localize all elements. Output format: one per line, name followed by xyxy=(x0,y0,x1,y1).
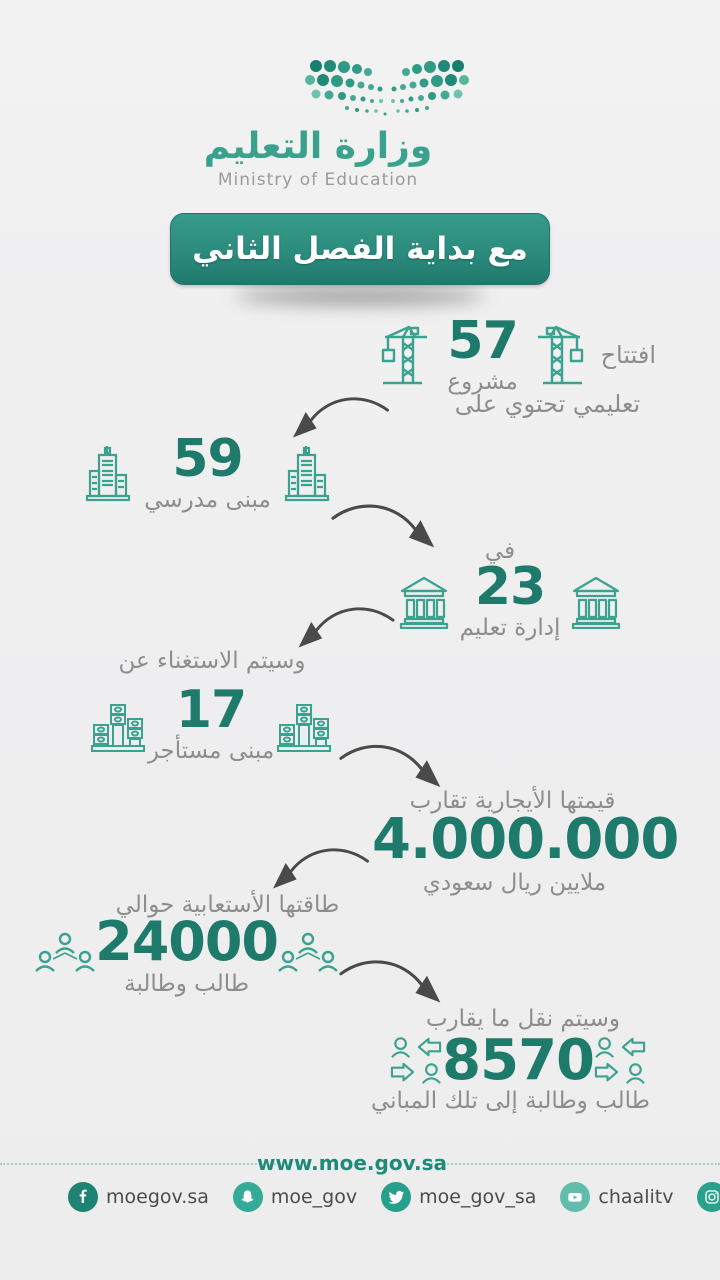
stat-rented-prefix: وسيتم الاستغناء عن xyxy=(118,648,306,674)
stat-projects xyxy=(380,311,656,395)
stat-projects-prefix: افتتاح xyxy=(600,341,656,369)
snapchat-icon xyxy=(233,1182,263,1212)
stat-projects-unit: مشروع xyxy=(447,369,518,395)
footer-rule-left xyxy=(0,1163,276,1165)
stat-school-buildings-unit: مبنى مدرسي xyxy=(144,487,271,513)
rented-building-icon xyxy=(90,695,146,753)
stat-capacity-prefix: طاقتها الأستعابية حوالي xyxy=(115,892,340,918)
website-link xyxy=(257,1151,447,1175)
banner-title: مع بداية الفصل الثاني xyxy=(192,231,528,267)
stat-departments-value-block xyxy=(459,557,561,641)
school-building-icon xyxy=(284,444,330,502)
footer-rule-right xyxy=(428,1163,720,1165)
social-youtube xyxy=(560,1182,673,1212)
stat-rental-value: 4.000.000 xyxy=(372,807,679,872)
ministry-logo-dots-icon xyxy=(302,56,472,122)
social-snapchat xyxy=(233,1182,357,1212)
social-youtube-handle: chaalitv xyxy=(598,1186,674,1208)
social-twitter xyxy=(381,1182,536,1212)
stat-rental-value-unit: ملايين ريال سعودي xyxy=(422,870,607,896)
stat-projects-value: 57 xyxy=(447,311,518,371)
facebook-icon xyxy=(68,1182,98,1212)
stat-departments-value: 23 xyxy=(474,557,546,617)
stat-transfer xyxy=(396,1030,646,1092)
student-transfer-icon xyxy=(594,1033,646,1089)
title-banner xyxy=(170,213,550,285)
education-department-icon xyxy=(570,573,622,629)
stat-capacity-value: 24000 xyxy=(95,910,278,973)
school-building-icon xyxy=(85,444,131,502)
stat-rented-value: 17 xyxy=(175,680,247,740)
stat-departments xyxy=(398,557,622,641)
crane-icon xyxy=(380,324,432,386)
stat-rental-value-prefix: قيمتها الأيجارية تقارب xyxy=(409,788,616,814)
social-snapchat-handle: moe_gov xyxy=(270,1186,358,1208)
stat-departments-prefix: في xyxy=(484,538,516,564)
arrow-down-right-icon xyxy=(330,498,442,553)
crane-icon xyxy=(533,324,585,386)
stat-transfer-value: 8570 xyxy=(442,1028,594,1093)
stat-projects-suffix: تعليمي تحتوي على xyxy=(454,390,641,418)
rented-building-icon xyxy=(276,695,332,753)
social-facebook xyxy=(68,1182,209,1212)
stat-rented-unit: مبنى مستأجر xyxy=(147,738,275,764)
stat-school-buildings-value-block xyxy=(144,429,271,513)
arrow-down-left-icon xyxy=(263,843,373,893)
stat-school-buildings xyxy=(85,429,330,513)
stat-transfer-unit: طالب وطالبة إلى تلك المباني xyxy=(370,1088,650,1114)
stat-departments-unit: إدارة تعليم xyxy=(459,615,561,641)
stat-capacity-value-block xyxy=(95,910,278,997)
education-department-icon xyxy=(398,573,450,629)
social-facebook-handle: moegov.sa xyxy=(106,1186,209,1208)
instagram-icon xyxy=(697,1182,720,1212)
ministry-subtitle: Ministry of Education xyxy=(217,170,419,190)
arrow-down-left-icon xyxy=(282,392,394,442)
stat-capacity xyxy=(68,910,338,997)
arrow-down-right-icon xyxy=(338,952,448,1010)
stat-rented-buildings xyxy=(90,680,332,764)
stat-school-buildings-value: 59 xyxy=(172,429,243,489)
website-url: www.moe.gov.sa xyxy=(257,1151,447,1175)
stat-rented-value-block xyxy=(147,680,275,764)
social-media-row xyxy=(68,1182,720,1212)
arrow-down-right-icon xyxy=(338,738,448,793)
social-twitter-handle: moe_gov_sa xyxy=(419,1186,537,1208)
stat-projects-value-block xyxy=(447,311,518,395)
student-transfer-icon xyxy=(390,1033,442,1089)
social-instagram xyxy=(697,1182,720,1212)
arrow-down-left-icon xyxy=(286,602,401,652)
youtube-icon xyxy=(560,1182,590,1212)
stat-capacity-unit: طالب وطالبة xyxy=(124,971,250,997)
ministry-wordmark: وزارة التعليم xyxy=(203,126,433,167)
students-group-icon xyxy=(278,931,338,981)
twitter-icon xyxy=(381,1182,411,1212)
stat-transfer-prefix: وسيتم نقل ما يقارب xyxy=(425,1006,620,1032)
banner-shadow xyxy=(235,288,485,304)
students-group-icon xyxy=(35,931,95,981)
